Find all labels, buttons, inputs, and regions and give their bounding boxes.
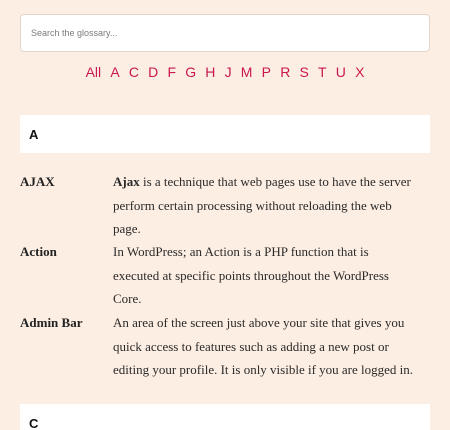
letter-filter-t[interactable]: T (318, 64, 327, 80)
letter-filter-j[interactable]: J (224, 64, 232, 80)
definition-text: is a technique that web pages use to have the server perform certain processing without reloading the web page. (113, 174, 411, 236)
glossary-entry (20, 240, 430, 311)
letter-filter-h[interactable]: H (205, 64, 216, 80)
letter-filter-x[interactable]: X (355, 64, 365, 80)
glossary-term: Action (20, 244, 57, 259)
letter-filter-a[interactable]: A (110, 64, 120, 80)
definition-bold-lead: Ajax (113, 174, 140, 189)
glossary-entry (20, 311, 430, 382)
letter-filter-bar (0, 64, 450, 80)
letter-filter-f[interactable]: F (167, 64, 177, 80)
letter-filter-d[interactable]: D (148, 64, 159, 80)
letter-filter-u[interactable]: U (335, 64, 346, 80)
letter-filter-all[interactable]: All (85, 64, 102, 80)
letter-filter-s[interactable]: S (299, 64, 309, 80)
glossary-definition: In WordPress; an Action is a PHP function that is executed at specific points throughout the WordPress Core. (113, 244, 389, 306)
letter-filter-r[interactable]: R (280, 64, 291, 80)
letter-filter-p[interactable]: P (261, 64, 271, 80)
glossary-entry (20, 170, 430, 241)
search-box[interactable] (20, 14, 430, 52)
search-input[interactable] (21, 15, 429, 51)
letter-filter-g[interactable]: G (185, 64, 197, 80)
letter-filter-c[interactable]: C (128, 64, 139, 80)
letter-filter-m[interactable]: M (240, 64, 253, 80)
glossary-definition (113, 170, 418, 241)
glossary-term: Admin Bar (20, 315, 83, 330)
section-heading-a: A (20, 115, 430, 153)
section-heading-c: C (20, 404, 430, 430)
glossary-definition: An area of the screen just above your site that gives you quick access to features such as adding a new post or editing your profile. It is only visible if you are logged in. (113, 315, 414, 377)
glossary-term: AJAX (20, 174, 55, 189)
